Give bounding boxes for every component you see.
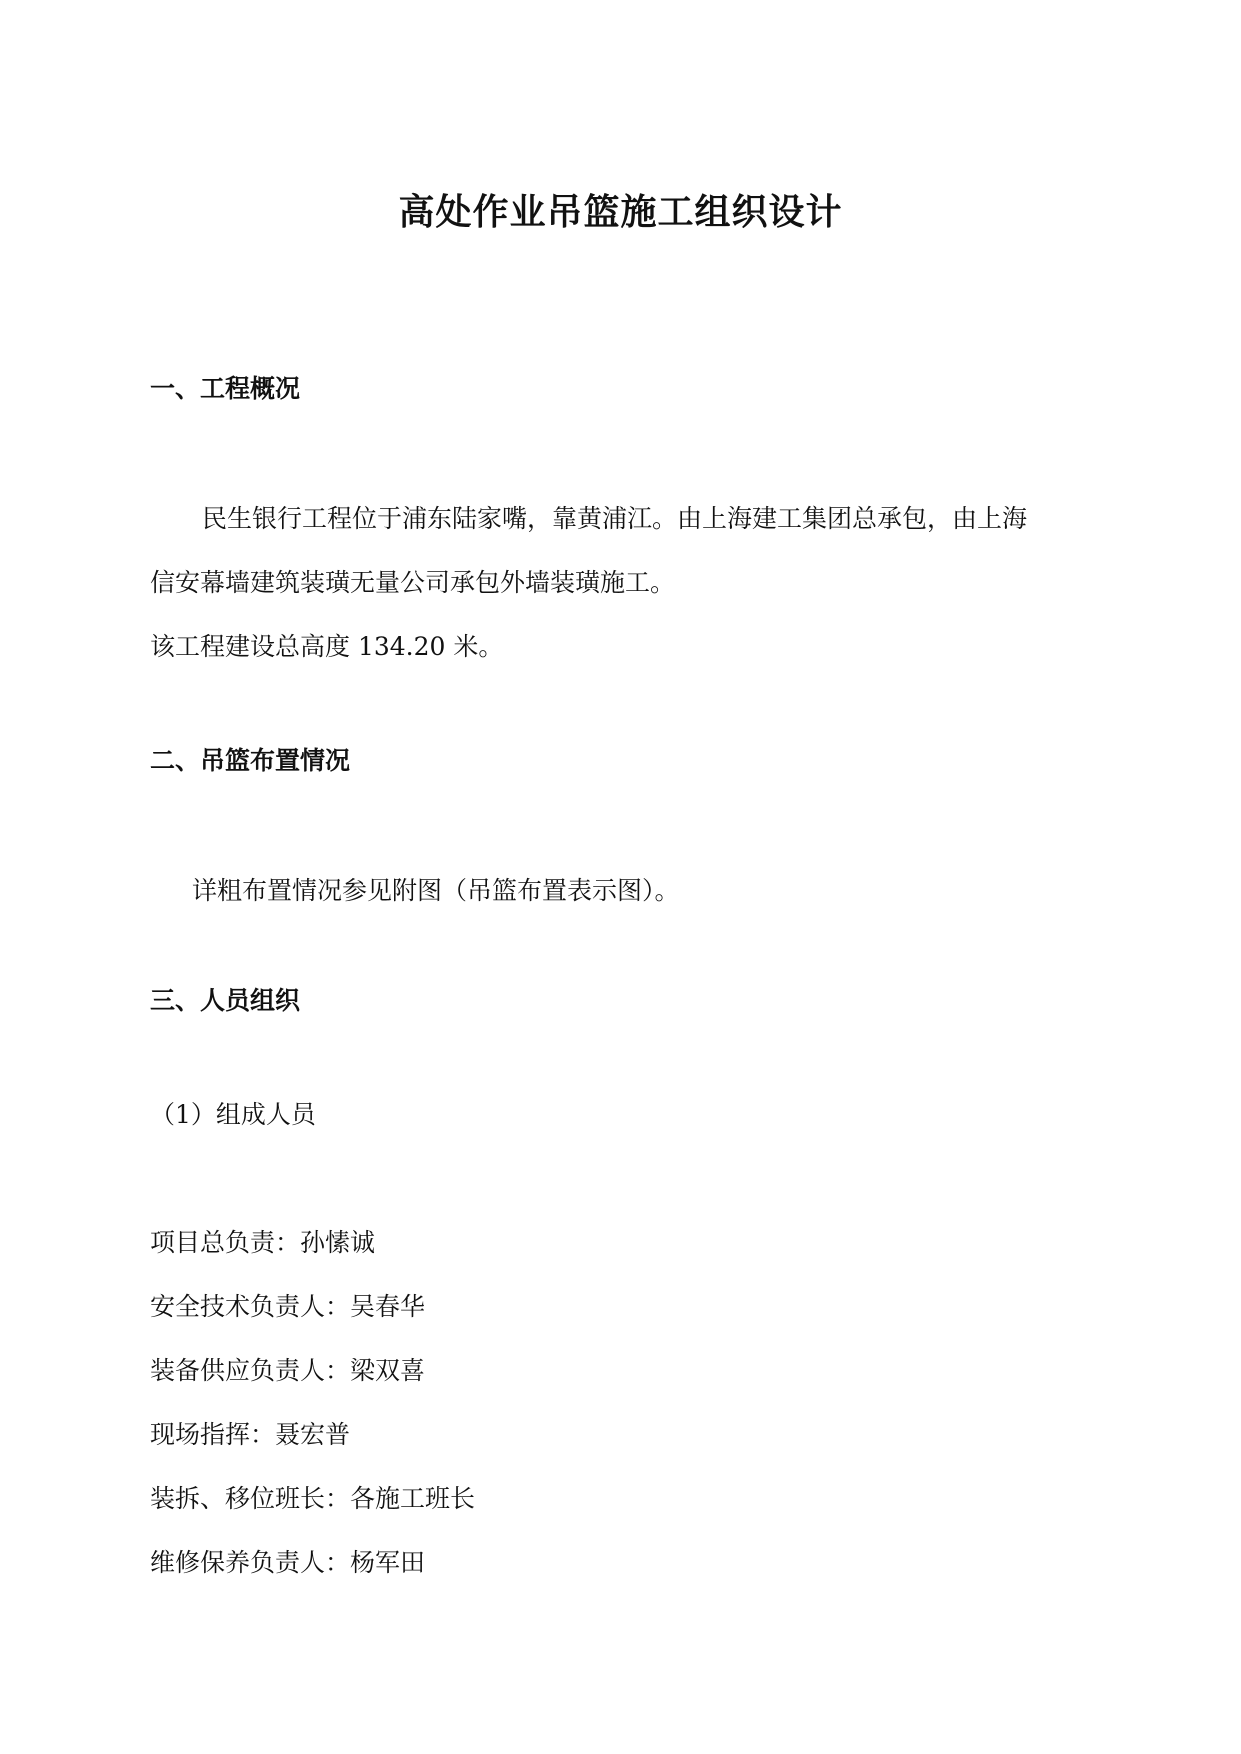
overview-paragraph-line-2: 信安幕墙建筑装璜无量公司承包外墙装璜施工。 xyxy=(150,568,676,597)
overview-height-line: 该工程建设总高度 134.20 米。 xyxy=(150,632,504,661)
role-line: 安全技术负责人：吴春华 xyxy=(150,1292,426,1321)
section-heading-basket-layout: 二、吊篮布置情况 xyxy=(150,746,351,775)
section-heading-personnel: 三、人员组织 xyxy=(150,986,301,1015)
role-line: 装拆、移位班长：各施工班长 xyxy=(150,1484,476,1513)
section-heading-overview: 一、工程概况 xyxy=(150,374,301,403)
role-line: 现场指挥：聂宏普 xyxy=(150,1420,351,1449)
layout-paragraph: 详粗布置情况参见附图（吊篮布置表示图）。 xyxy=(192,876,680,905)
role-line: 项目总负责：孙愫诚 xyxy=(150,1228,376,1257)
overview-paragraph-line-1: 民生银行工程位于浦东陆家嘴，靠黄浦江。由上海建工集团总承包，由上海 xyxy=(202,504,1028,533)
document-title: 高处作业吊篮施工组织设计 xyxy=(398,191,843,233)
role-line: 装备供应负责人：梁双喜 xyxy=(150,1356,426,1385)
role-line: 维修保养负责人：杨军田 xyxy=(150,1548,426,1577)
personnel-subheading: （1）组成人员 xyxy=(150,1100,316,1129)
